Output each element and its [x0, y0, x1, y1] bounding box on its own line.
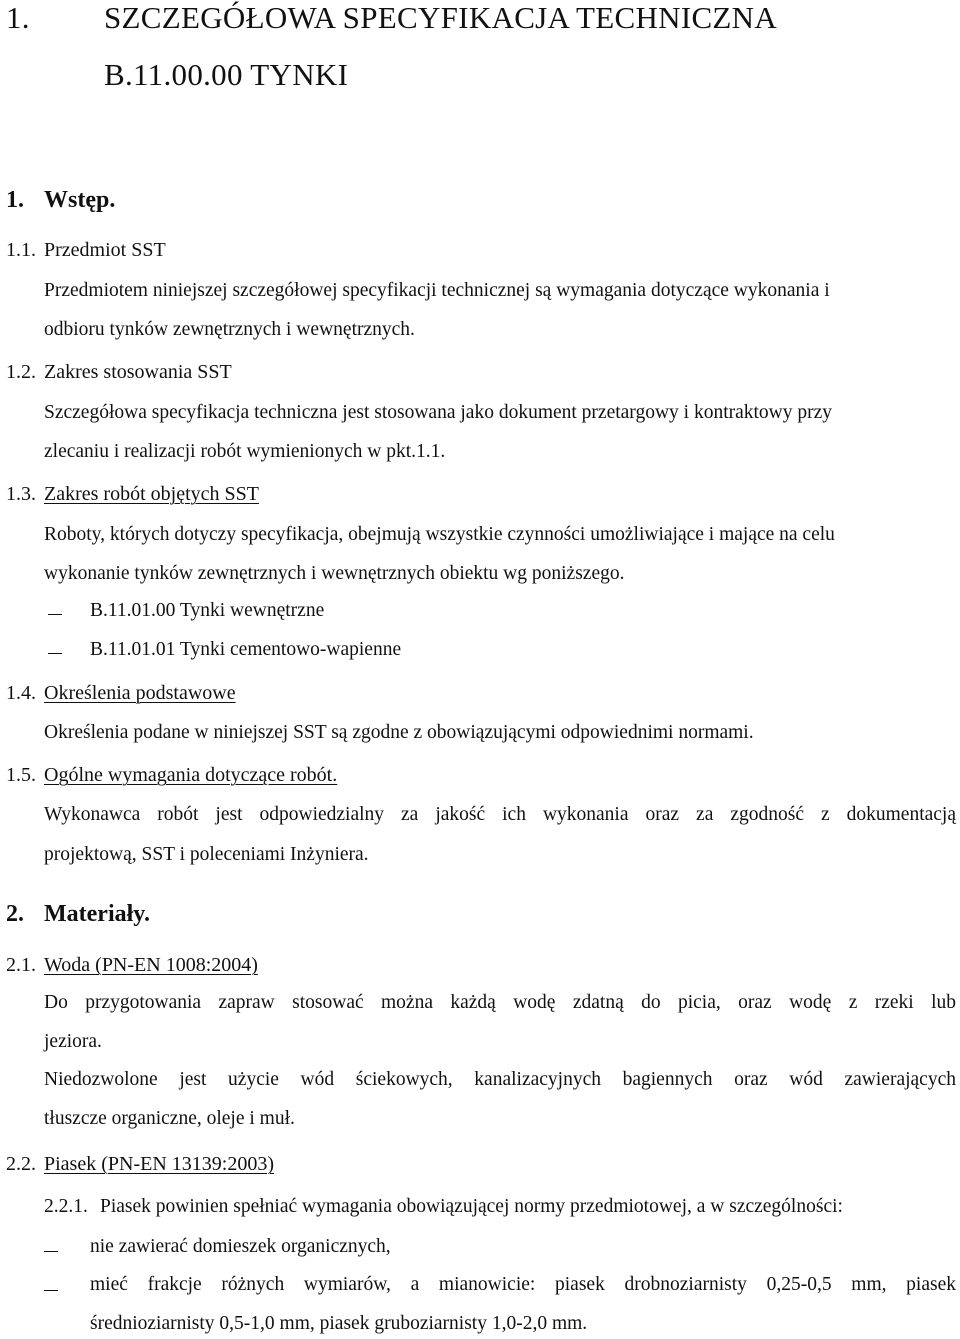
section-1-4-line-1: Określenia podane w niniejszej SST są zgodne z obowiązującymi odpowiednimi normami. — [44, 722, 754, 743]
document-subtitle: B.11.00.00 TYNKI — [104, 57, 349, 92]
section-2-2-item-1: nie zawierać domieszek organicznych, — [90, 1236, 391, 1257]
section-1-1-number: 1.1. — [6, 239, 36, 261]
section-2-2-title: Piasek (PN-EN 13139:2003) — [44, 1153, 274, 1175]
section-1-1-line-1: Przedmiotem niniejszej szczegółowej specyfikacji technicznej są wymagania dotyczące wykonania i — [44, 280, 830, 301]
section-1-3-number: 1.3. — [6, 483, 36, 505]
section-2-1-line-4: tłuszcze organiczne, oleje i muł. — [44, 1108, 295, 1129]
section-2-number: 2. — [6, 901, 24, 927]
section-1-4-title: Określenia podstawowe — [44, 682, 236, 704]
section-1-2-line-1: Szczegółowa specyfikacja techniczna jest stosowana jako dokument przetargowy i kontraktowy przy — [44, 402, 833, 423]
list-dash-icon — [48, 614, 62, 615]
section-1-5-line-1: Wykonawca robót jest odpowiedzialny za jakość ich wykonania oraz za zgodność z dokumentacją — [44, 804, 956, 825]
section-1-5-line-2: projektową, SST i poleceniami Inżyniera. — [44, 844, 369, 865]
document-title: SZCZEGÓŁOWA SPECYFIKACJA TECHNICZNA — [104, 0, 778, 35]
section-1-5-number: 1.5. — [6, 764, 36, 786]
section-1-1-line-2: odbioru tynków zewnętrznych i wewnętrznych. — [44, 319, 415, 340]
section-1-3-item-2: B.11.01.01 Tynki cementowo-wapienne — [90, 639, 402, 660]
list-dash-icon — [44, 1290, 58, 1291]
section-2-1-number: 2.1. — [6, 954, 36, 976]
section-2-2-item-2: mieć frakcje różnych wymiarów, a mianowicie: piasek drobnoziarnisty 0,25-0,5 mm, piasek — [90, 1274, 956, 1295]
section-1-2-title: Zakres stosowania SST — [44, 361, 232, 383]
section-1-3-item-1: B.11.01.00 Tynki wewnętrzne — [90, 600, 325, 621]
section-1-5-title: Ogólne wymagania dotyczące robót. — [44, 764, 338, 786]
section-2-2-number: 2.2. — [6, 1153, 36, 1175]
section-2-1-line-1: Do przygotowania zapraw stosować można każdą wodę zdatną do picia, oraz wodę z rzeki lub — [44, 992, 956, 1013]
section-1-2-line-2: zlecaniu i realizacji robót wymienionych w pkt.1.1. — [44, 441, 446, 462]
section-2-2-1-text: Piasek powinien spełniać wymagania obowiązującej normy przedmiotowej, a w szczególności: — [100, 1196, 843, 1217]
section-2-2-item-2-continuation: średnioziarnisty 0,5-1,0 mm, piasek gruboziarnisty 1,0-2,0 mm. — [90, 1313, 588, 1334]
section-1-2-number: 1.2. — [6, 361, 36, 383]
list-dash-icon — [48, 653, 62, 654]
section-1-3-line-1: Roboty, których dotyczy specyfikacja, obejmują wszystkie czynności umożliwiające i mające na celu — [44, 524, 835, 545]
title-number: 1. — [6, 0, 30, 35]
section-2-title: Materiały. — [44, 901, 150, 927]
section-1-1-title: Przedmiot SST — [44, 239, 166, 261]
list-dash-icon — [44, 1251, 58, 1252]
section-1-3-line-2: wykonanie tynków zewnętrznych i wewnętrznych obiektu wg poniższego. — [44, 563, 625, 584]
section-2-1-title: Woda (PN-EN 1008:2004) — [44, 954, 258, 976]
section-1-4-number: 1.4. — [6, 682, 36, 704]
section-1-title: Wstęp. — [44, 187, 116, 213]
section-2-1-line-2: jeziora. — [44, 1031, 102, 1052]
section-1-3-title: Zakres robót objętych SST — [44, 483, 259, 505]
section-1-number: 1. — [6, 187, 24, 213]
section-2-2-1-number: 2.2.1. — [44, 1196, 88, 1217]
section-2-1-line-3: Niedozwolone jest użycie wód ściekowych, kanalizacyjnych bagiennych oraz wód zawierających — [44, 1069, 956, 1090]
